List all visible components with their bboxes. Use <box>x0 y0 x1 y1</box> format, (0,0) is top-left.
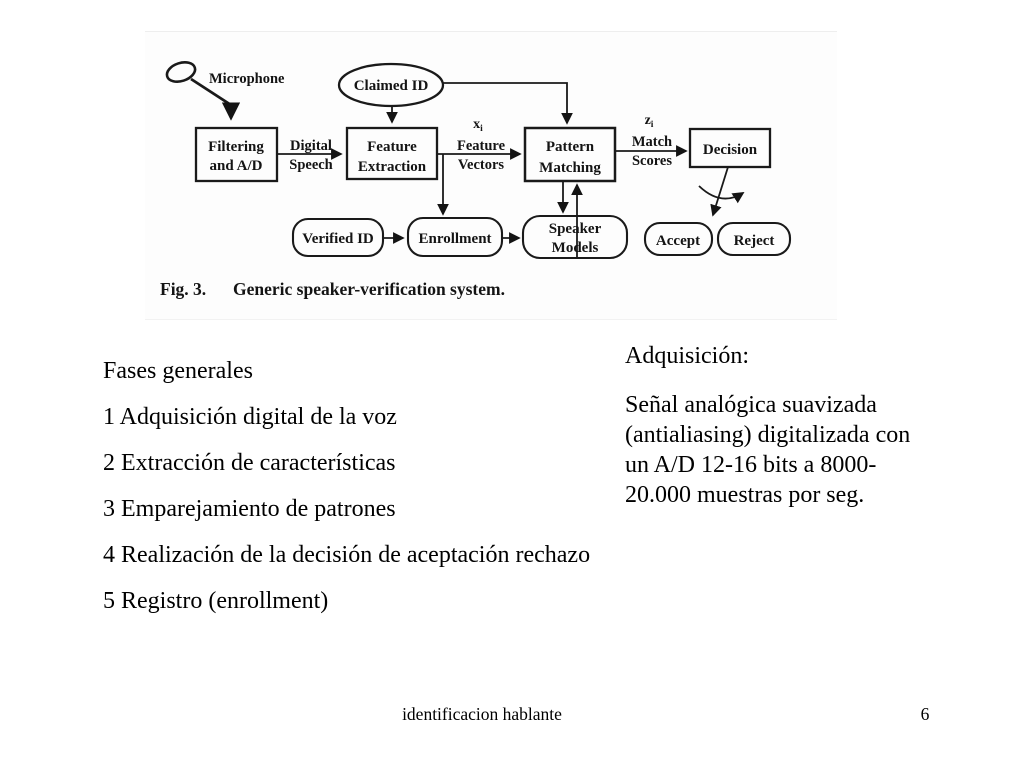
microphone-icon <box>164 59 231 118</box>
filtering-label-line1: Filtering <box>208 139 264 155</box>
feature-extraction-label-line2: Extraction <box>357 159 427 175</box>
decision-label: Decision <box>702 142 758 158</box>
accept-label: Accept <box>655 233 701 249</box>
pattern-matching-label-line1: Pattern <box>545 139 595 155</box>
reject-label: Reject <box>733 233 775 249</box>
edge-decision-to-accept <box>713 167 728 215</box>
xi-variable-label: $x_i$ <box>473 117 483 134</box>
phases-list <box>103 348 590 624</box>
phase-item-4: 4 Realización de la decisión de aceptación rechazo <box>103 542 591 568</box>
acquisition-line-3: un A/D 12-16 bits a 8000- <box>625 452 877 478</box>
acquisition-line-1: Señal analógica suavizada <box>625 392 877 418</box>
acquisition-heading: Adquisición: <box>625 343 749 369</box>
figure-caption-text: Generic speaker-verification system. <box>233 279 505 299</box>
pattern-matching-label-line2: Matching <box>539 160 601 176</box>
phase-item-1: 1 Adquisición digital de la voz <box>103 404 397 430</box>
footer-title: identificacion hablante <box>402 704 562 724</box>
microphone-label: Microphone <box>209 71 285 87</box>
speaker-models-label-line2: Models <box>551 240 599 256</box>
acquisition-paragraph <box>625 390 955 510</box>
acquisition-line-4: 20.000 muestras por seg. <box>625 482 865 508</box>
figure-speaker-verification <box>145 31 837 320</box>
claimed-id-label: Claimed ID <box>353 78 429 94</box>
digital-speech-label-line1: Digital <box>290 138 332 154</box>
match-scores-label-line2: Scores <box>631 153 673 169</box>
feature-vectors-label-line2: Vectors <box>457 157 505 173</box>
verified-id-label: Verified ID <box>302 231 374 247</box>
speaker-verification-diagram <box>145 32 837 319</box>
figure-caption-label: Fig. 3. <box>160 279 207 299</box>
acquisition-note <box>625 341 955 510</box>
speaker-models-label-line1: Speaker <box>548 221 602 237</box>
phases-title: Fases generales <box>103 358 253 384</box>
enrollment-label: Enrollment <box>418 231 492 247</box>
zi-variable-label: $z_i$ <box>644 113 654 130</box>
phase-item-2: 2 Extracción de características <box>103 450 396 476</box>
phase-item-3: 3 Emparejamiento de patrones <box>103 496 396 522</box>
acquisition-line-2: (antialiasing) digitalizada con <box>625 422 911 448</box>
filtering-label-line2: and A/D <box>209 158 263 174</box>
edge-claimedid-to-pattern <box>443 83 567 123</box>
match-scores-label-line1: Match <box>631 134 673 150</box>
page-number: 6 <box>920 704 930 724</box>
phase-item-5: 5 Registro (enrollment) <box>103 588 329 614</box>
feature-extraction-label-line1: Feature <box>367 139 417 155</box>
feature-vectors-label-line1: Feature <box>456 138 506 154</box>
digital-speech-label-line2: Speech <box>289 157 333 173</box>
